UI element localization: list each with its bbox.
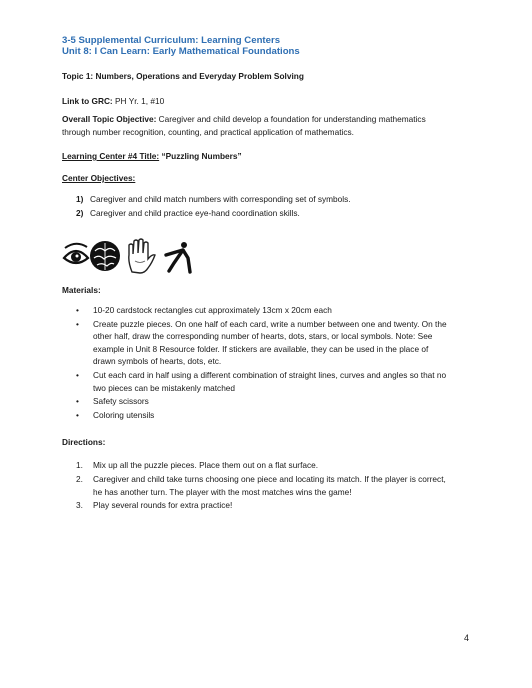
list-item: 1. Mix up all the puzzle pieces. Place them out on a flat surface.: [76, 460, 319, 470]
hand-icon: [129, 239, 155, 273]
overall-objective: [62, 113, 472, 138]
curriculum-title: 3-5 Supplemental Curriculum: Learning Centers: [62, 35, 281, 46]
directions-heading: Directions:: [62, 437, 106, 447]
objective-text-line1: Caregiver and child develop a foundation for understanding mathematics: [156, 114, 426, 124]
objective-text-line2: through number recognition, counting, and practical application of mathematics.: [62, 126, 354, 137]
list-item: • Cut each card in half using a different combination of straight lines, curves and angles so that no two pieces can be mistakenly matched: [62, 369, 472, 394]
center-title-value: “Puzzling Numbers”: [159, 151, 242, 161]
list-item: • Safety scissors: [62, 395, 472, 408]
list-item: • 10-20 cardstock rectangles cut approximately 13cm x 20cm each: [62, 304, 472, 317]
movement-figure-icon: [166, 242, 190, 272]
materials-heading: Materials:: [62, 285, 101, 295]
directions-list: [62, 459, 472, 513]
unit-title: Unit 8: I Can Learn: Early Mathematical Foundations: [62, 46, 300, 57]
grc-link: [62, 96, 164, 107]
brain-icon: [90, 241, 120, 271]
page-number: 4: [464, 633, 470, 643]
list-item: • Create puzzle pieces. On one half of each card, write a number between one and twenty. On the other half, draw the corresponding number of hearts, dots, stars, or local symbols. Note: See example in Unit 8 Resource folder. If stickers are available, they can be used in the place of drawn symbols of hearts, dots, etc.: [62, 318, 472, 368]
materials-list: [62, 304, 472, 422]
list-item: 3. Play several rounds for extra practice!: [76, 500, 233, 511]
list-item: • Coloring utensils: [62, 409, 472, 422]
eye-icon: [64, 244, 88, 263]
learning-domain-icons: [62, 236, 197, 276]
center-objectives-list: [62, 192, 351, 220]
list-item: 2. Caregiver and child take turns choosing one piece and locating its match. If the player is correct, he has another turn. The player with the most matches wins the game!: [76, 473, 446, 497]
objective-label: Overall Topic Objective:: [62, 114, 157, 124]
topic-title: Topic 1: Numbers, Operations and Everyday Problem Solving: [62, 71, 304, 81]
center-objectives-heading: Center Objectives:: [62, 173, 136, 183]
center-title: [62, 151, 242, 162]
center-title-label: Learning Center #4 Title:: [62, 151, 160, 161]
objective-item: 2) Caregiver and child practice eye-hand coordination skills.: [76, 208, 300, 218]
objective-item: 1) Caregiver and child match numbers with corresponding set of symbols.: [76, 194, 351, 204]
grc-value: PH Yr. 1, #10: [112, 96, 165, 106]
grc-label: Link to GRC:: [62, 96, 113, 106]
